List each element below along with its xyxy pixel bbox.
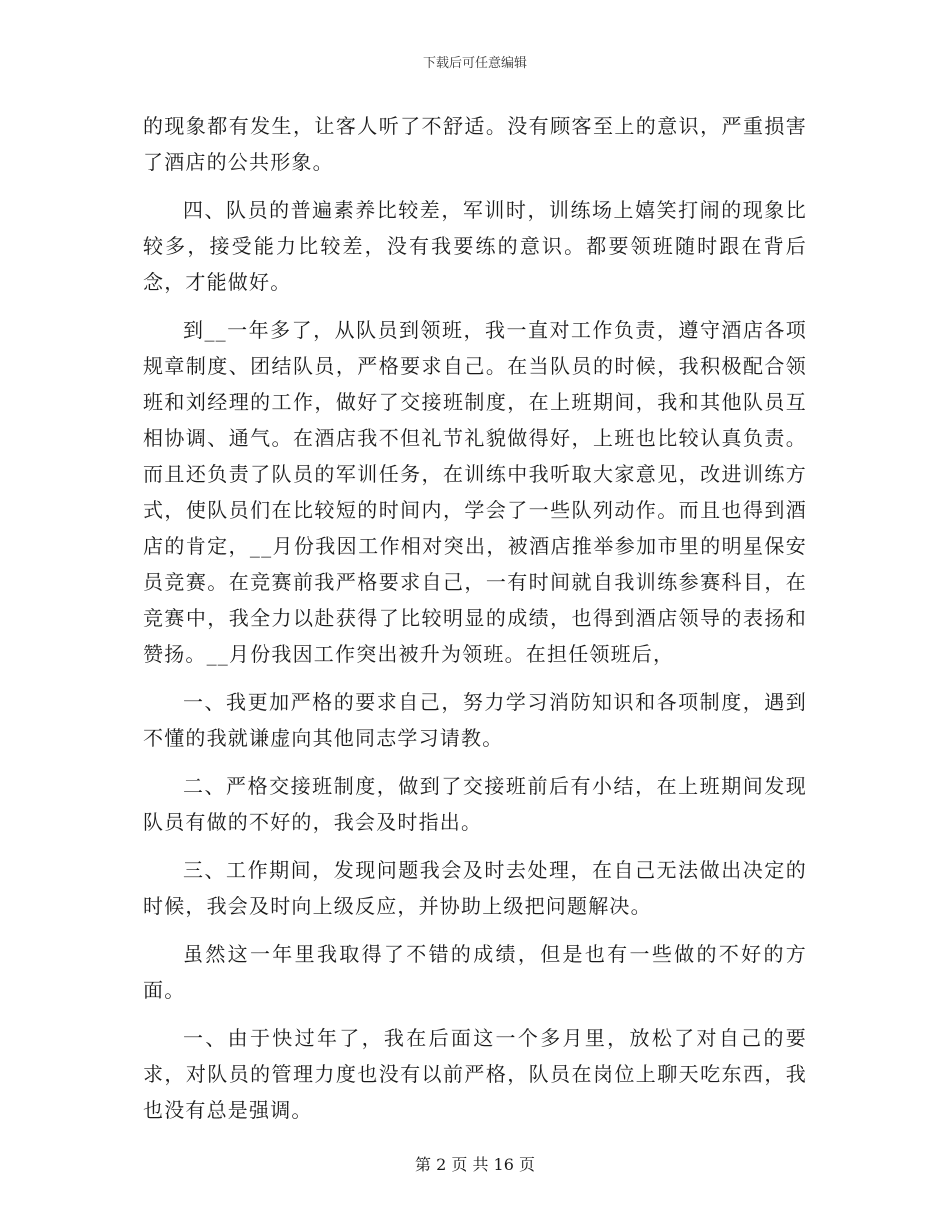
paragraph: 四、队员的普遍素养比较差，军训时，训练场上嬉笑打闹的现象比较多，接受能力比较差，没有我要练的意识。都要领班随时跟在背后念，才能做好。 [143,198,807,294]
page-header-note: 下载后可任意编辑 [422,56,527,71]
paragraph: 二、严格交接班制度，做到了交接班前后有小结，在上班期间发现队员有做的不好的，我会及时指出。 [143,774,807,834]
paragraph: 的现象都有发生，让客人听了不舒适。没有顾客至上的意识，严重损害了酒店的公共形象。 [143,114,807,174]
paragraph: 一、我更加严格的要求自己，努力学习消防知识和各项制度，遇到不懂的我就谦虚向其他同志学习请教。 [143,690,807,750]
paragraph: 到__一年多了，从队员到领班，我一直对工作负责，遵守酒店各项规章制度、团结队员，严格要求自己。在当队员的时候，我积极配合领班和刘经理的工作，做好了交接班制度，在上班期间，我和其他队员互相协调、通气。在酒店我不但礼节礼貌做得好，上班也比较认真负责。而且还负责了队员的军训任务，在训练中我听取大家意见，改进训练方式，使队员们在比较短的时间内，学会了一些队列动作。而且也得到酒店的肯定，__月份我因工作相对突出，被酒店推举参加市里的明星保安员竞赛。在竞赛前我严格要求自己，一有时间就自我训练参赛科目，在竞赛中，我全力以赴获得了比较明显的成绩，也得到酒店领导的表扬和赞扬。__月份我因工作突出被升为领班。在担任领班后， [143,318,807,666]
document-body [143,108,807,1140]
paragraph: 三、工作期间，发现问题我会及时去处理，在自己无法做出决定的时候，我会及时向上级反应，并协助上级把问题解决。 [143,858,807,918]
paragraph: 一、由于快过年了，我在后面这一个多月里，放松了对自己的要求，对队员的管理力度也没有以前严格，队员在岗位上聊天吃东西，我也没有总是强调。 [143,1026,807,1122]
page-number: 第 2 页 共 16 页 [415,1155,535,1174]
paragraph: 虽然这一年里我取得了不错的成绩，但是也有一些做的不好的方面。 [143,942,807,1002]
